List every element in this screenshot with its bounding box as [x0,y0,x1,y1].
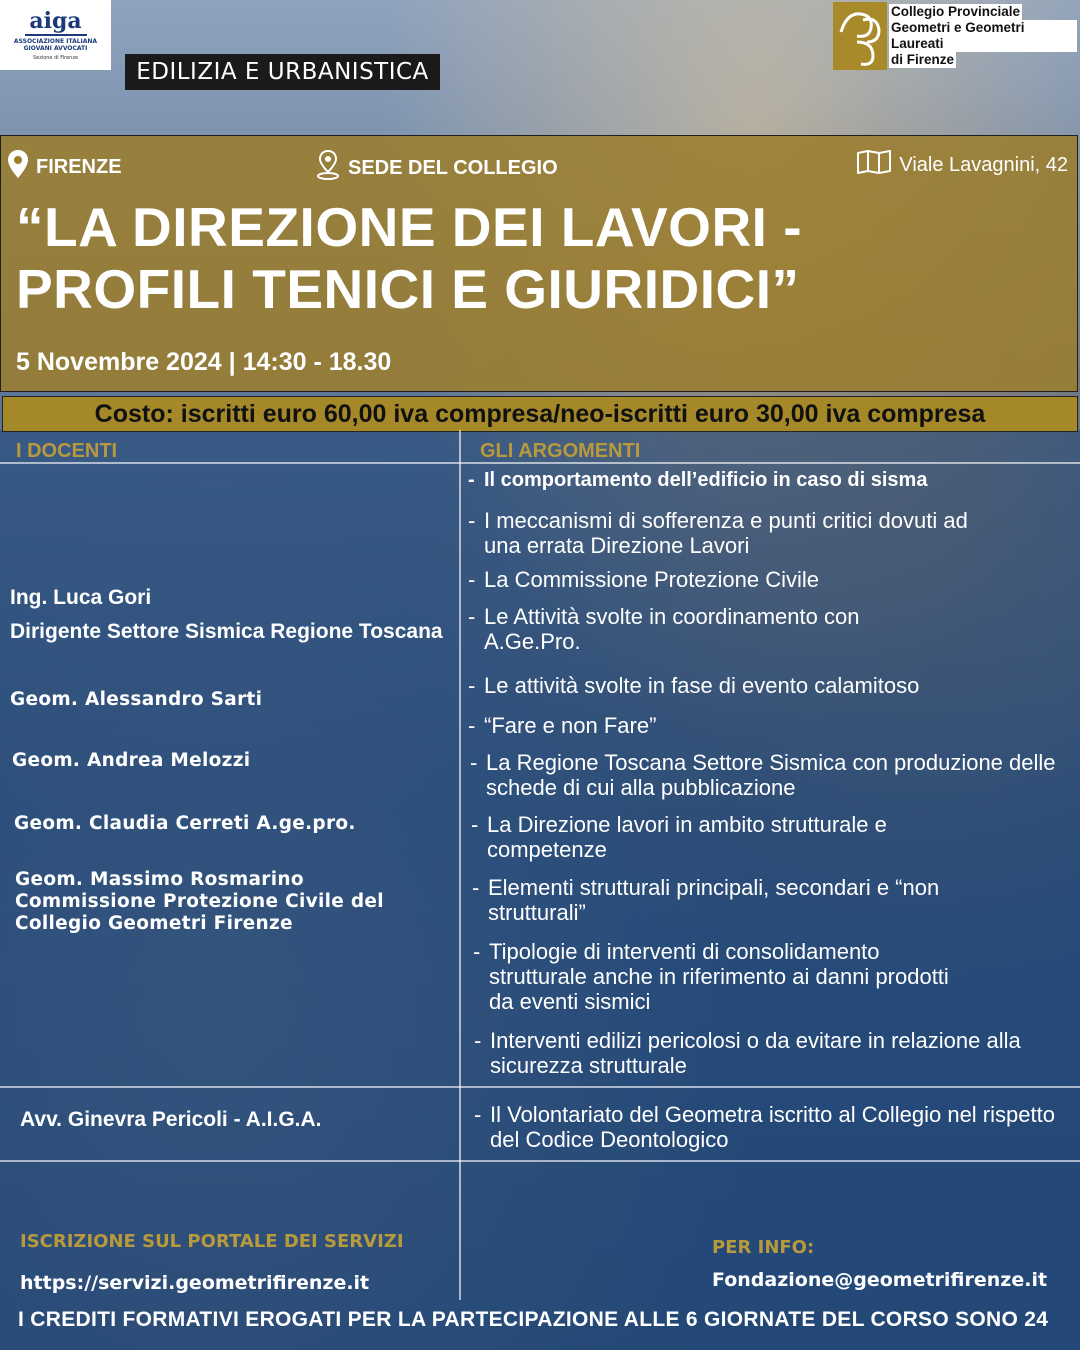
topic-item: - Elementi strutturali principali, secondari e “non strutturali” [472,875,940,925]
aiga-logo [0,0,111,70]
collegio-name [889,4,1077,68]
info-email-link[interactable]: Fondazione@geometrifirenze.it [712,1269,1048,1291]
teacher-name: Geom. Massimo Rosmarino [15,869,304,890]
registration-label: ISCRIZIONE SUL PORTALE DEI SERVIZI [20,1231,404,1252]
topic-item: - La Direzione lavori in ambito strutturale e competenze [471,812,887,862]
topic-item: - “Fare e non Fare” [468,713,657,738]
city-text: FIRENZE [36,155,122,178]
topic-item: - Le Attività svolte in coordinamento con A.Ge.Pro. [468,604,860,654]
aiga-logo-sub2: GIOVANI AVVOCATI [23,45,88,52]
cost-banner: Costo: iscritti euro 60,00 iva compresa/neo-iscritti euro 30,00 iva compresa [2,396,1078,432]
address-label [857,150,1068,180]
aiga-logo-word: aiga [29,8,82,34]
event-title-line1: “LA DIREZIONE DEI LAVORI - [16,196,803,258]
registration-link[interactable]: https://servizi.geometrifirenze.it [20,1272,370,1294]
divider-top [0,462,1080,464]
collegio-logo [833,2,887,70]
topic-item: - La Regione Toscana Settore Sismica con produzione delle schede di cui alla pubblicazione [470,750,1056,800]
topic-item: - Il Volontariato del Geometra iscritto al Collegio nel rispetto del Codice Deontologico [474,1102,1055,1152]
topics-heading: GLI ARGOMENTI [480,440,641,462]
teacher-role: Commissione Protezione Civile del [15,891,384,912]
topic-item: - La Commissione Protezione Civile [468,567,820,592]
address-text: Viale Lavagnini, 42 [899,153,1068,176]
collegio-line3: di Firenze [891,52,955,67]
teacher-role: Dirigente Settore Sismica Regione Toscana [10,620,443,643]
venue-text: SEDE DEL COLLEGIO [348,156,558,179]
topic-item: - Il comportamento dell’edificio in caso di sisma [468,469,928,491]
topic-item: - Interventi edilizi pericolosi o da evitare in relazione alla sicurezza strutturale [474,1028,1021,1078]
city-label [8,150,122,184]
topic-item: - Tipologie di interventi di consolidamento strutturale anche in riferimento ai danni prodotti da eventi sismici [473,939,949,1014]
collegio-line2: Geometri e Geometri Laureati [889,20,1077,52]
teacher-name: Avv. Ginevra Pericoli - A.I.G.A. [20,1108,322,1131]
topic-item: - I meccanismi di sofferenza e punti critici dovuti ad una errata Direzione Lavori [468,508,968,558]
divider-middle [0,1086,1080,1088]
topic-item: - Le attività svolte in fase di evento calamitoso [468,673,920,698]
teacher-role: Collegio Geometri Firenze [15,913,293,934]
category-badge: EDILIZIA E URBANISTICA [125,54,440,90]
aiga-logo-sub1: ASSOCIAZIONE ITALIANA [13,38,98,45]
map-icon [857,150,891,180]
teacher-name: Ing. Luca Gori [10,586,152,609]
event-title [16,196,1066,320]
teachers-heading: I DOCENTI [16,440,118,462]
event-title-line2: PROFILI TENICI E GIURIDICI” [16,258,800,320]
divider-vertical [459,430,461,1300]
info-label: PER INFO: [712,1237,815,1258]
venue-label [316,150,558,186]
teacher-name: Geom. Andrea Melozzi [12,750,251,771]
divider-bottom [0,1160,1080,1162]
collegio-line1: Collegio Provinciale [891,4,1021,19]
aiga-logo-section: Sezione di Firenze [32,55,79,61]
map-marker-icon [316,150,340,186]
credits-note: I CREDITI FORMATIVI EROGATI PER LA PARTECIPAZIONE ALLE 6 GIORNATE DEL CORSO SONO 24 [18,1308,1049,1331]
location-pin-icon [8,150,28,184]
teacher-name: Geom. Claudia Cerreti A.ge.pro. [14,813,356,834]
event-date: 5 Novembre 2024 | 14:30 - 18.30 [16,348,392,376]
teacher-name: Geom. Alessandro Sarti [10,689,263,710]
